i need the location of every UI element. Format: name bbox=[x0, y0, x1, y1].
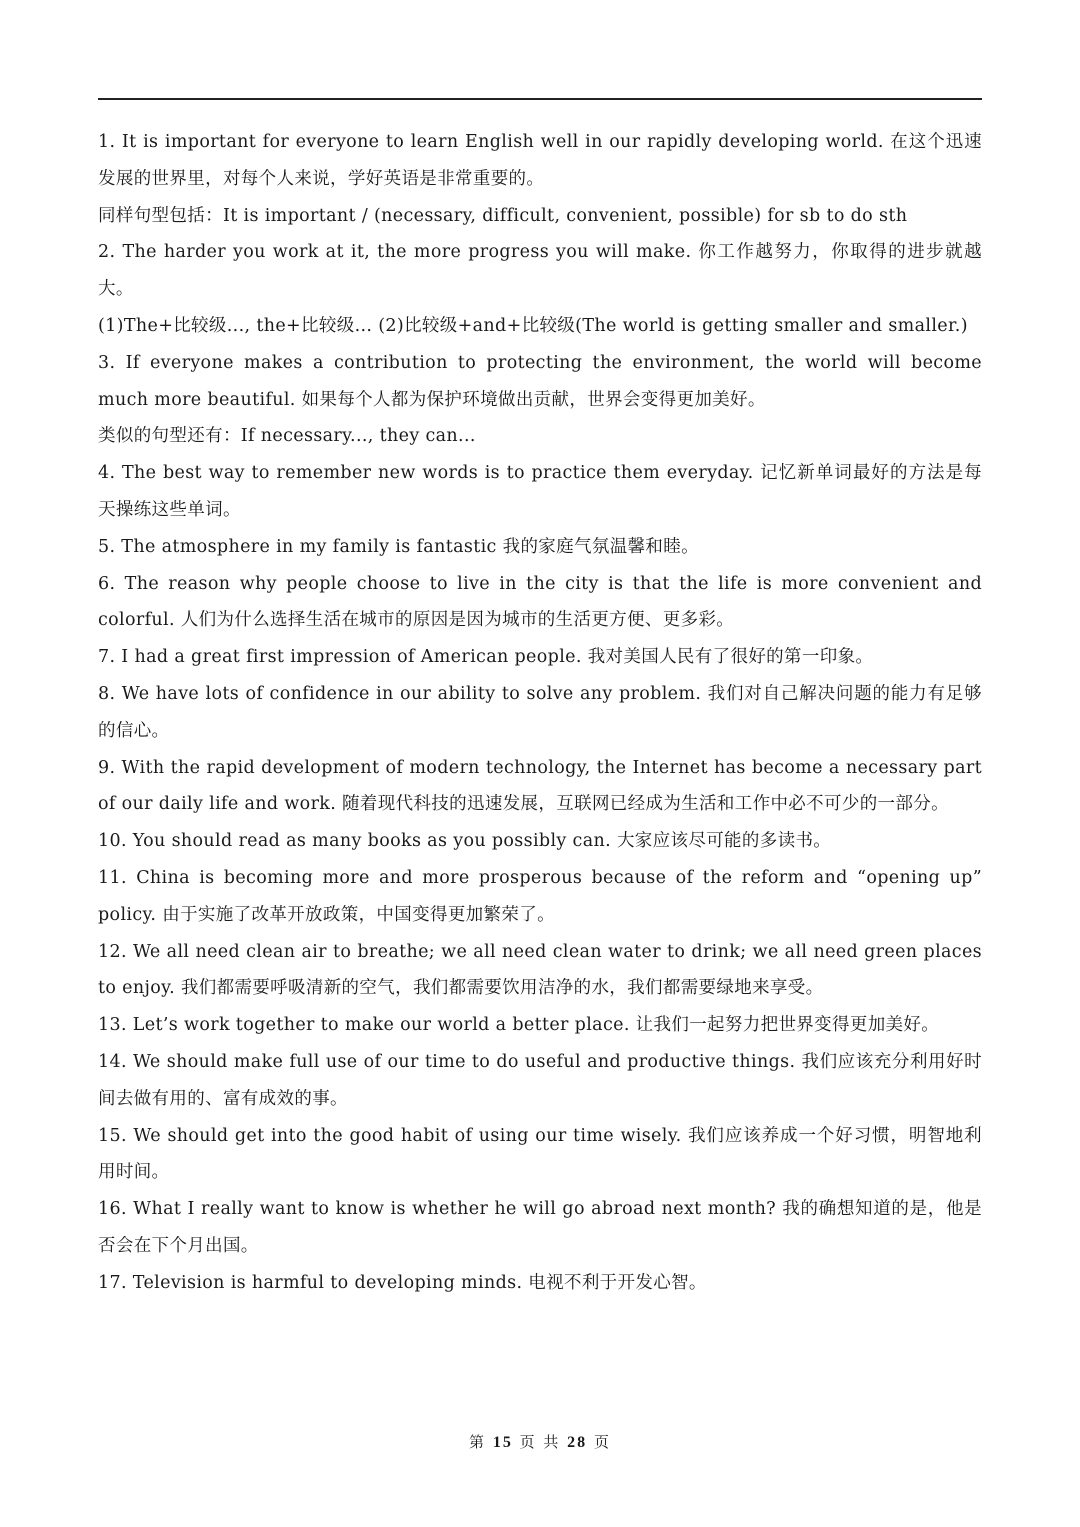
sentence-2: 2. The harder you work at it, the more progress you will make. 你工作越努力，你取得的进步就越大。 bbox=[98, 242, 982, 300]
pattern-note-1: 同样句型包括：It is important / (necessary, difficult, convenient, possible) for sb to do sth bbox=[98, 205, 908, 226]
sentence-9: 9. With the rapid development of modern technology, the Internet has become a necessary part of our daily life and work. 随着现代科技的迅速发展，互联网已经成为生活和工作中必不可少的一部分。 bbox=[98, 757, 982, 815]
sentence-13: 13. Let’s work together to make our world a better place. 让我们一起努力把世界变得更加美好。 bbox=[98, 1015, 940, 1036]
sentence-10: 10. You should read as many books as you possibly can. 大家应该尽可能的多读书。 bbox=[98, 831, 832, 852]
footer-suffix: 页 bbox=[593, 1433, 611, 1451]
sentence-17: 17. Television is harmful to developing minds. 电视不利于开发心智。 bbox=[98, 1272, 707, 1293]
sentence-4: 4. The best way to remember new words is to practice them everyday. 记忆新单词最好的方法是每天操练这些单词。 bbox=[98, 463, 982, 520]
sentence-8: 8. We have lots of confidence in our ability to solve any problem. 我们对自己解决问题的能力有足够的信心。 bbox=[98, 683, 982, 741]
sentence-14: 14. We should make full use of our time to do useful and productive things. 我们应该充分利用好时间去做有用的、富有成效的事。 bbox=[98, 1051, 982, 1109]
header-rule bbox=[98, 98, 982, 100]
sentence-11: 11. China is becoming more and more prosperous because of the reform and “opening up” policy. 由于实施了改革开放政策，中国变得更加繁荣了。 bbox=[98, 867, 982, 925]
sentence-5: 5. The atmosphere in my family is fantastic 我的家庭气氛温馨和睦。 bbox=[98, 536, 699, 557]
total-page-number: 28 bbox=[567, 1434, 588, 1451]
sentence-7: 7. I had a great first impression of American people. 我对美国人民有了很好的第一印象。 bbox=[98, 647, 874, 668]
sentence-12: 12. We all need clean air to breathe; we all need clean water to drink; we all need green places to enjoy. 我们都需要呼吸清新的空气，我们都需要饮用洁净的水，我们都需要绿地来享受。 bbox=[98, 941, 982, 999]
page-number-footer bbox=[0, 1432, 1080, 1453]
sentence-15: 15. We should get into the good habit of using our time wisely. 我们应该养成一个好习惯，明智地利用时间。 bbox=[98, 1125, 982, 1183]
pattern-note-3: 类似的句型还有：If necessary..., they can... bbox=[98, 426, 476, 447]
sentence-6: 6. The reason why people choose to live in the city is that the life is more convenient and colorful. 人们为什么选择生活在城市的原因是因为城市的生活更方便、更多彩。 bbox=[98, 573, 982, 631]
footer-middle: 页 共 bbox=[519, 1433, 561, 1451]
sentence-16: 16. What I really want to know is whether he will go abroad next month? 我的确想知道的是，他是否会在下个月出国。 bbox=[98, 1199, 982, 1256]
footer-prefix: 第 bbox=[469, 1433, 487, 1451]
document-body bbox=[98, 124, 982, 1302]
pattern-note-2: (1)The+比较级..., the+比较级... (2)比较级+and+比较级(The world is getting smaller and smaller.) bbox=[98, 315, 968, 336]
sentence-3: 3. If everyone makes a contribution to protecting the environment, the world will become much more beautiful. 如果每个人都为保护环境做出贡献，世界会变得更加美好。 bbox=[98, 352, 982, 410]
sentence-1: 1. It is important for everyone to learn English well in our rapidly developing world. 在这个迅速发展的世界里，对每个人来说，学好英语是非常重要的。 bbox=[98, 132, 982, 189]
current-page-number: 15 bbox=[492, 1434, 513, 1451]
